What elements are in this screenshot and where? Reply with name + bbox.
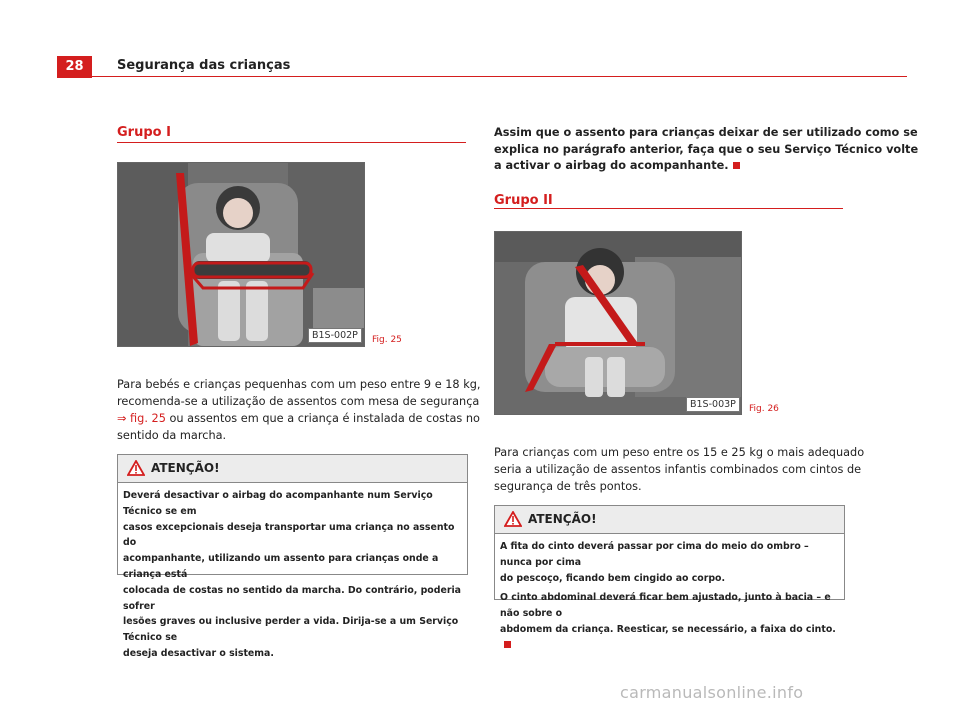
running-title: Segurança das crianças xyxy=(117,58,291,73)
warning-box-right: ATENÇÃO! A fita do cinto deverá passar por cima do meio do ombro – nunca por cima do pescoço, ficando bem cingido ao corpo. O cinto abdominal deverá ficar bem ajustado, junto à bacia – e não sobre o abdomem da criança. Reesticar, se necessário, a faixa do cinto. xyxy=(494,505,845,600)
warning-title: ATENÇÃO! xyxy=(528,512,597,526)
header-rule xyxy=(92,76,907,77)
warning-title: ATENÇÃO! xyxy=(151,461,220,475)
intro-paragraph: Assim que o assento para crianças deixar de ser utilizado como se explica no parágrafo anterior, faça que o seu Serviço Técnico volte a activar o airbag do acompanhante. xyxy=(494,126,919,172)
figure-25-code: B1S-002P xyxy=(308,328,362,343)
paragraph-grupo-ii: Para crianças com um peso entre os 15 e 25 kg o mais adequado seria a utilização de assentos infantis combinados com cintos de segurança de três pontos. xyxy=(494,446,865,493)
warning-box-left: ATENÇÃO! Deverá desactivar o airbag do acompanhante num Serviço Técnico se em casos excepcionais deseja transportar uma criança no assento do acompanhante, utilizando um assento para crianças onde a criança está colocada de costas no sentido da marcha. Do contrário, poderia sofrer lesões graves ou inclusive perder a vida. Dirija-se a um Serviço Técnico se deseja desactivar o sistema. xyxy=(117,454,468,575)
section-title-grupo-ii: Grupo II xyxy=(494,193,553,208)
watermark: carmanualsonline.info xyxy=(620,683,804,702)
end-mark-icon xyxy=(733,162,740,169)
section-rule xyxy=(117,142,466,143)
end-mark-icon xyxy=(504,641,511,648)
figure-26-image xyxy=(494,231,742,415)
paragraph-grupo-i: Para bebés e crianças pequenhas com um peso entre 9 e 18 kg, recomenda-se a utilização de assentos com mesa de segurança ⇒ fig. 25 ou assentos em que a criança é instalada de costas no sentido da marcha. xyxy=(117,378,481,442)
warning-triangle-icon xyxy=(127,460,145,476)
page-number: 28 xyxy=(57,56,92,78)
section-title-grupo-i: Grupo I xyxy=(117,125,171,140)
figure-25-caption: Fig. 25 xyxy=(372,335,402,345)
figure-25-image xyxy=(117,162,365,347)
fig-25-link[interactable]: ⇒ fig. 25 xyxy=(117,412,166,425)
figure-26-caption: Fig. 26 xyxy=(749,404,779,414)
figure-26-code: B1S-003P xyxy=(686,397,740,412)
section-rule xyxy=(494,208,843,209)
warning-triangle-icon xyxy=(504,511,522,527)
